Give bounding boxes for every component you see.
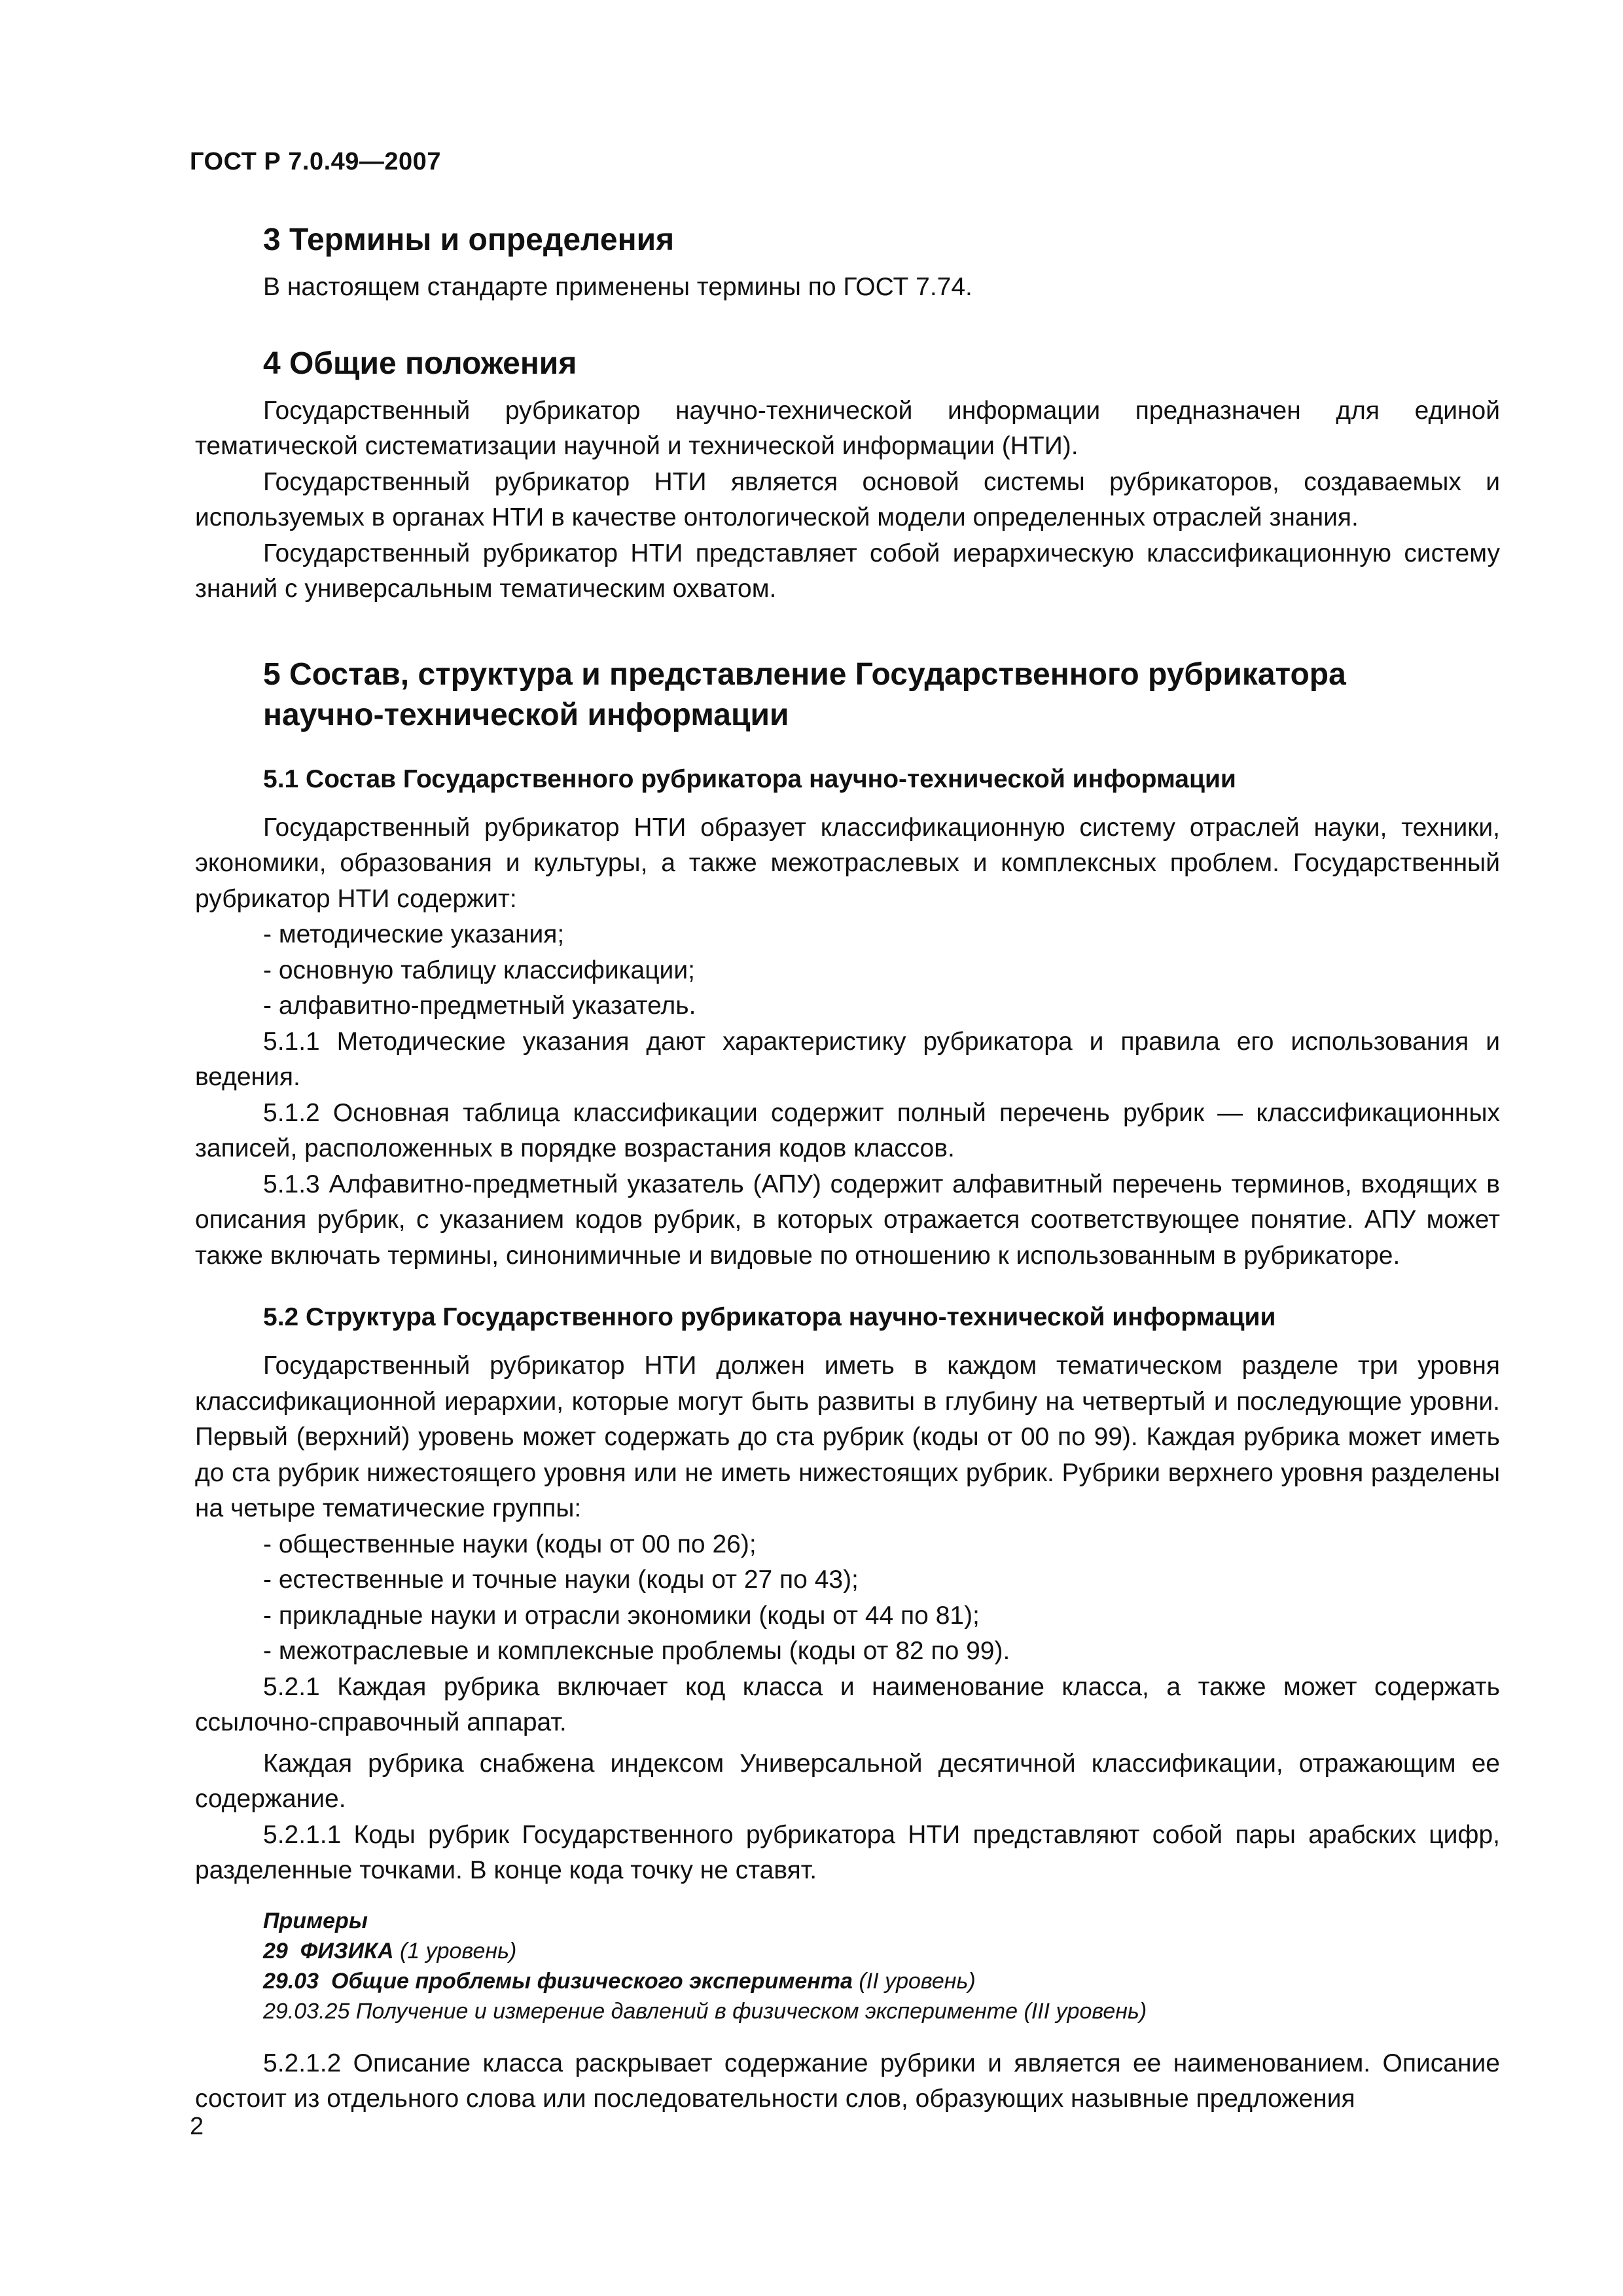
section-5-1-title: 5.1 Состав Государственного рубрикатора научно-технической информации bbox=[263, 764, 1236, 793]
clause-5-2-1: 5.2.1 Каждая рубрика включает код класса и наименование класса, а также может содержать ссылочно-справочный аппарат. bbox=[195, 1672, 1500, 1736]
section-4-title: 4 Общие положения bbox=[263, 346, 577, 381]
list-item: - методические указания; bbox=[263, 920, 565, 948]
page-number: 2 bbox=[190, 2113, 204, 2140]
example-name: ФИЗИКА bbox=[300, 1938, 394, 1964]
clause-5-1-3: 5.1.3 Алфавитно-предметный указатель (АПУ) содержит алфавитный перечень терминов, входящих в описания рубрик, с указанием кодов рубрик, в которых отражается соответствующее понятие. АПУ может также включать термины, синонимичные и видовые по отношению к использованным в рубрикаторе. bbox=[195, 1170, 1500, 1270]
example-code: 29.03 bbox=[263, 1968, 319, 1994]
list-item: - естественные и точные науки (коды от 27 по 43); bbox=[263, 1566, 859, 1594]
document-body bbox=[195, 220, 1500, 2117]
list-item: - общественные науки (коды от 00 по 26); bbox=[263, 1530, 757, 1558]
section-4-paragraph: Государственный рубрикатор НТИ является основой системы рубрикаторов, создаваемых и используемых в органах НТИ в качестве онтологической модели определенных отраслей знания. bbox=[195, 467, 1500, 531]
clause-5-2-1-paragraph: Каждая рубрика снабжена индексом Универсальной десятичной классификации, отражающим ее содержание. bbox=[195, 1749, 1500, 1813]
section-4-paragraph: Государственный рубрикатор научно-технической информации предназначен для единой тематической систематизации научной и технической информации (НТИ). bbox=[195, 396, 1500, 460]
clause-5-2-1-2: 5.2.1.2 Описание класса раскрывает содержание рубрики и является ее наименованием. Описание состоит из отдельного слова или последовательности слов, образующих назывные предложения bbox=[195, 2049, 1500, 2113]
section-3-title: 3 Термины и определения bbox=[263, 223, 675, 257]
list-item: - прикладные науки и отрасли экономики (коды от 44 по 81); bbox=[263, 1601, 980, 1630]
clause-5-2-1-1: 5.2.1.1 Коды рубрик Государственного рубрикатора НТИ представляют собой пары арабских цифр, разделенные точками. В конце кода точку не ставят. bbox=[195, 1820, 1500, 1884]
section-5-1-paragraph: Государственный рубрикатор НТИ образует классификационную систему отраслей науки, техники, экономики, образования и культуры, а также межотраслевых и комплексных проблем. Государственный рубрикатор НТИ содержит: bbox=[195, 813, 1500, 913]
example-level: (1 уровень) bbox=[399, 1938, 517, 1964]
section-3-text: В настоящем стандарте применены термины по ГОСТ 7.74. bbox=[263, 273, 972, 301]
section-4-paragraph: Государственный рубрикатор НТИ представляет собой иерархическую классификационную систему знаний с универсальным тематическим охватом. bbox=[195, 539, 1500, 603]
examples-label: Примеры bbox=[263, 1908, 368, 1933]
example-line bbox=[263, 1966, 1500, 1996]
example-level: (II уровень) bbox=[859, 1968, 976, 1994]
examples-block bbox=[195, 1906, 1500, 2026]
example-line bbox=[263, 1936, 1500, 1966]
list-item: - межотраслевые и комплексные проблемы (коды от 82 по 99). bbox=[263, 1637, 1010, 1665]
example-line: 29.03.25 Получение и измерение давлений в физическом эксперименте (III уровень) bbox=[263, 1998, 1147, 2024]
example-code: 29 bbox=[263, 1938, 288, 1964]
list-item: - основную таблицу классификации; bbox=[263, 956, 695, 984]
section-5-2-title: 5.2 Структура Государственного рубрикатора научно-технической информации bbox=[263, 1303, 1276, 1331]
section-5-title: 5 Состав, структура и представление Государственного рубрикатора научно-технической информации bbox=[263, 656, 1346, 732]
example-name: Общие проблемы физического эксперимента bbox=[331, 1968, 853, 1994]
clause-5-1-1: 5.1.1 Методические указания дают характеристику рубрикатора и правила его использования и ведения. bbox=[195, 1027, 1500, 1091]
clause-5-1-2: 5.1.2 Основная таблица классификации содержит полный перечень рубрик — классификационных записей, расположенных в порядке возрастания кодов классов. bbox=[195, 1098, 1500, 1162]
list-item: - алфавитно-предметный указатель. bbox=[263, 992, 696, 1020]
section-5-2-paragraph: Государственный рубрикатор НТИ должен иметь в каждом тематическом разделе три уровня классификационной иерархии, которые могут быть развиты в глубину на четвертый и последующие уровни. Первый (верхний) уровень может содержать до ста рубрик (коды от 00 по 99). Каждая рубрика может иметь до ста рубрик нижестоящего уровня или не иметь нижестоящих рубрик. Рубрики верхнего уровня разделены на четыре тематические группы: bbox=[195, 1352, 1500, 1522]
document-header: ГОСТ Р 7.0.49—2007 bbox=[190, 148, 441, 175]
